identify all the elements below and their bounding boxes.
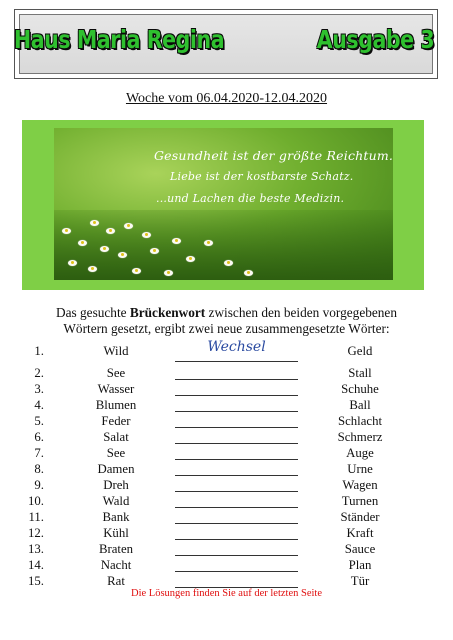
instructions-line-2: Wörtern gesetzt, ergibt zwei neue zusammengesetzte Wörter: (63, 321, 390, 336)
left-word: See (106, 446, 126, 460)
left-word: Wasser (97, 382, 135, 396)
row-number: 5. (34, 414, 44, 428)
instructions-text-after: zwischen den beiden vorgegebenen (205, 305, 397, 320)
daisy-flower (118, 252, 127, 258)
left-word: Rat (107, 574, 125, 588)
row-number: 12. (28, 526, 44, 540)
answer-line[interactable] (175, 571, 298, 572)
row-number: 1. (34, 344, 44, 358)
right-word: Schmerz (337, 430, 383, 444)
left-word: Wald (102, 494, 130, 508)
right-word: Ball (349, 398, 371, 412)
quote-banner (22, 120, 424, 290)
daisy-flower (172, 238, 181, 244)
puzzle-row (0, 478, 453, 494)
header-panel (14, 14, 434, 74)
solution-hint: Die Lösungen finden Sie auf der letzten Seite (131, 588, 322, 599)
puzzle-row (0, 526, 453, 542)
right-word: Auge (346, 446, 374, 460)
puzzle-row (0, 398, 453, 414)
answer-line[interactable] (175, 379, 298, 380)
right-word: Urne (347, 462, 373, 476)
answer-line[interactable] (175, 507, 298, 508)
daisy-flower (90, 220, 99, 226)
left-word: Kühl (103, 526, 129, 540)
right-word: Kraft (346, 526, 374, 540)
daisy-flower (150, 248, 159, 254)
daisy-flower (224, 260, 233, 266)
left-word: Damen (97, 462, 135, 476)
answer-line[interactable] (175, 395, 298, 396)
left-word: Dreh (103, 478, 129, 492)
puzzle-row (0, 558, 453, 574)
flower-meadow-photo (54, 128, 393, 280)
daisy-flower (164, 270, 173, 276)
puzzle-row (0, 366, 453, 382)
daisy-flower (124, 223, 133, 229)
row-number: 9. (34, 478, 44, 492)
row-number: 2. (34, 366, 44, 380)
left-word: Braten (98, 542, 134, 556)
daisy-flower (88, 266, 97, 272)
answer-line[interactable] (175, 555, 298, 556)
answer-line[interactable] (175, 491, 298, 492)
left-word: Wild (103, 344, 129, 358)
puzzle-row (0, 382, 453, 398)
row-number: 3. (34, 382, 44, 396)
right-word: Plan (348, 558, 372, 572)
row-number: 15. (28, 574, 44, 588)
answer-line[interactable] (175, 475, 298, 476)
answer-line[interactable] (175, 361, 298, 362)
newsletter-title: Haus Maria Regina (14, 25, 225, 54)
daisy-flower (62, 228, 71, 234)
left-word: Feder (101, 414, 131, 428)
row-number: 10. (28, 494, 44, 508)
left-word: Blumen (95, 398, 137, 412)
header-banner (14, 9, 438, 79)
answer-line[interactable] (175, 411, 298, 412)
daisy-flower (106, 228, 115, 234)
grass-field (54, 210, 393, 280)
row-number: 11. (28, 510, 44, 524)
quote-line-2: Liebe ist der kostbarste Schatz. (170, 170, 354, 183)
quote-line-1: Gesundheit ist der größte Reichtum. (154, 148, 393, 163)
week-range: Woche vom 06.04.2020-12.04.2020 (125, 91, 328, 106)
row-number: 4. (34, 398, 44, 412)
right-word: Wagen (342, 478, 378, 492)
daisy-flower (142, 232, 151, 238)
right-word: Ständer (340, 510, 380, 524)
instructions (0, 305, 453, 337)
answer-line[interactable] (175, 523, 298, 524)
puzzle-row (0, 430, 453, 446)
row-number: 13. (28, 542, 44, 556)
daisy-flower (186, 256, 195, 262)
daisy-flower (100, 246, 109, 252)
puzzle-row (0, 462, 453, 478)
right-word: Schlacht (337, 414, 383, 428)
instructions-text-before: Das gesuchte (56, 305, 130, 320)
row-number: 7. (34, 446, 44, 460)
left-word: Nacht (100, 558, 132, 572)
right-word: Turnen (341, 494, 379, 508)
puzzle-row (0, 494, 453, 510)
right-word: Schuhe (341, 382, 379, 396)
puzzle-row (0, 542, 453, 558)
answer-line[interactable] (175, 459, 298, 460)
daisy-flower (68, 260, 77, 266)
quote-line-3: ...und Lachen die beste Medizin. (156, 192, 345, 205)
right-word: Tür (350, 574, 370, 588)
left-word: See (106, 366, 126, 380)
issue-number: Ausgabe 3 (316, 25, 434, 54)
answer-line[interactable] (175, 443, 298, 444)
puzzle-row (0, 414, 453, 430)
daisy-flower (78, 240, 87, 246)
right-word: Stall (348, 366, 372, 380)
answer-line[interactable] (175, 427, 298, 428)
row-number: 6. (34, 430, 44, 444)
daisy-flower (244, 270, 253, 276)
right-word: Sauce (344, 542, 376, 556)
left-word: Bank (102, 510, 130, 524)
puzzle-row (0, 510, 453, 526)
answer-line[interactable] (175, 539, 298, 540)
row-number: 8. (34, 462, 44, 476)
puzzle-row (0, 339, 453, 366)
row-number: 14. (28, 558, 44, 572)
daisy-flower (132, 268, 141, 274)
daisy-flower (204, 240, 213, 246)
puzzle-row (0, 446, 453, 462)
left-word: Salat (103, 430, 129, 444)
bridge-word-term: Brückenwort (129, 305, 206, 320)
word-puzzle-list (0, 339, 453, 590)
handwritten-answer: Wechsel (207, 339, 266, 355)
right-word: Geld (347, 344, 373, 358)
